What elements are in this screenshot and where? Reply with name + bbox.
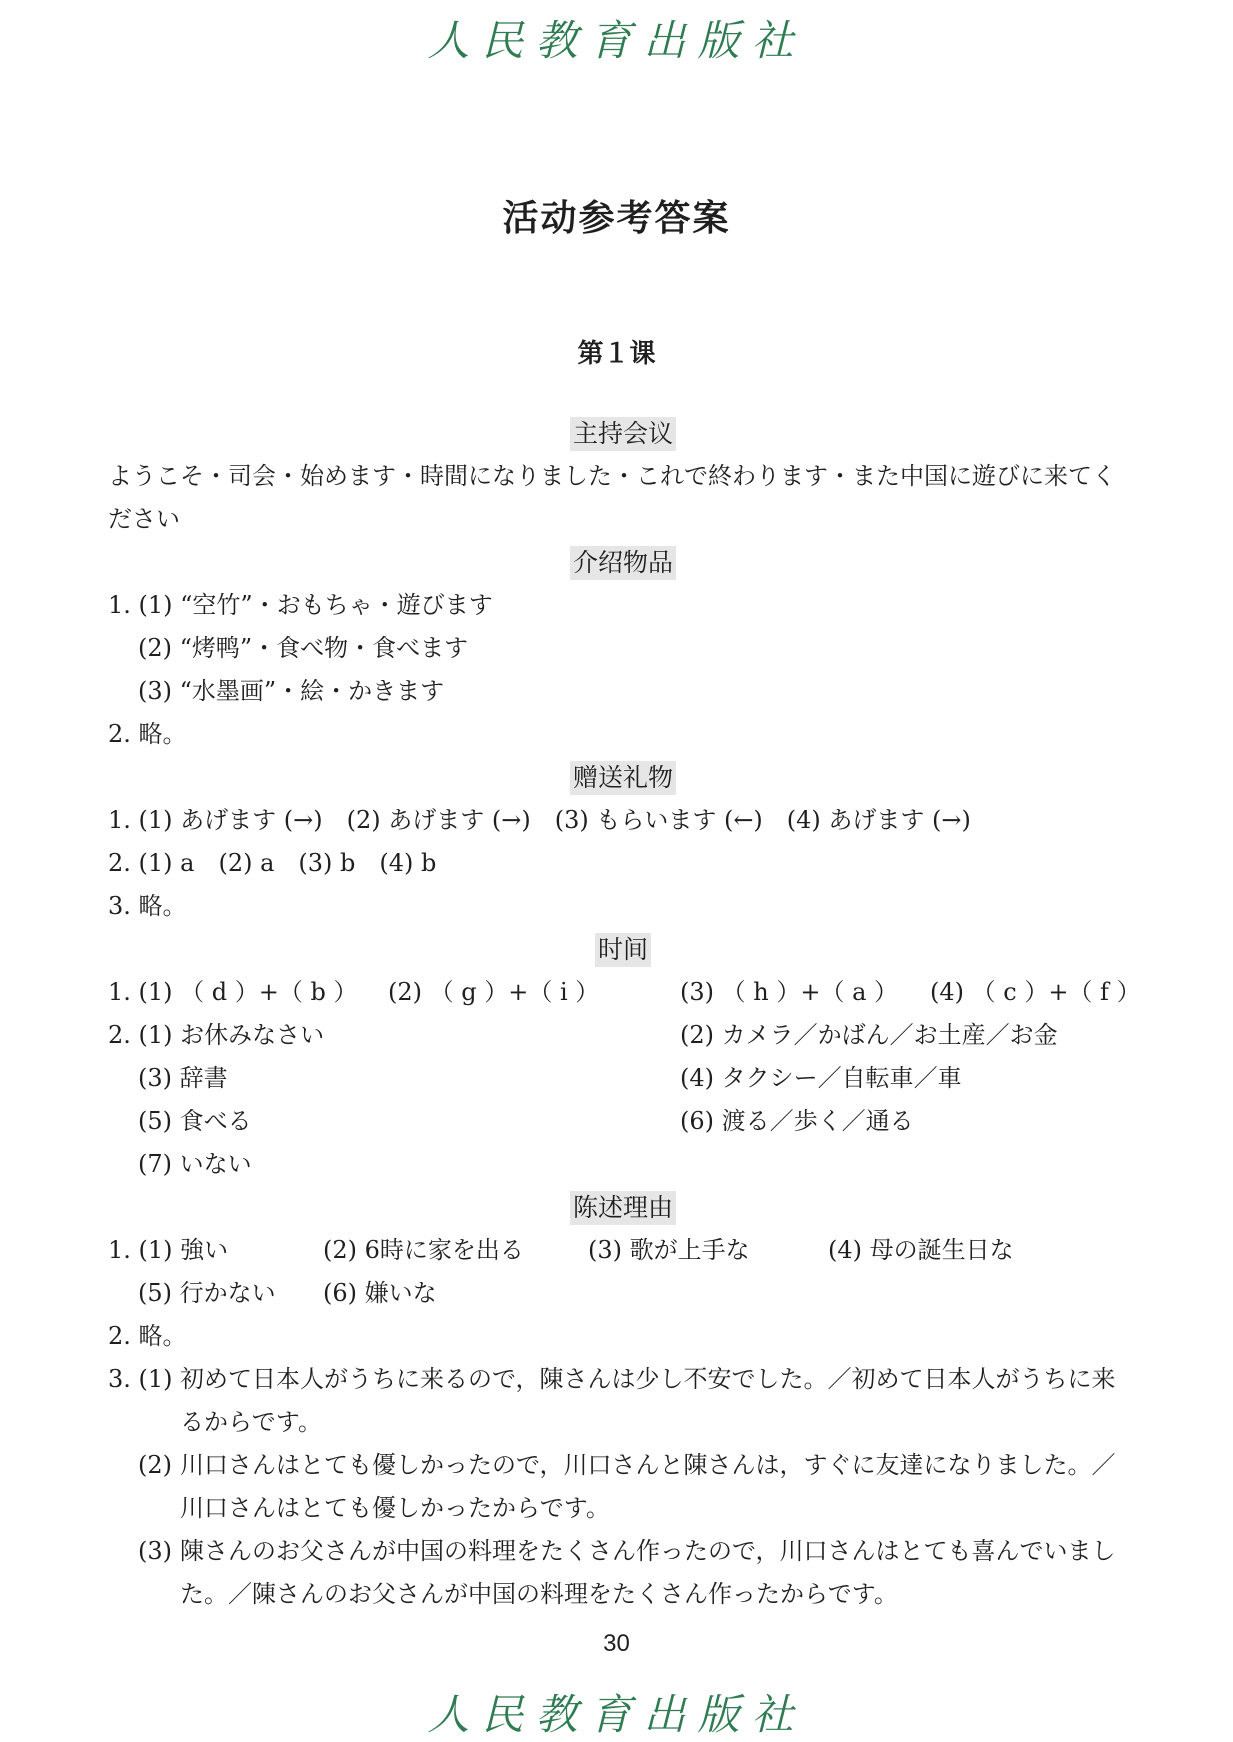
answer-cell: (4) （ c ）+（ f ） xyxy=(930,978,1141,1006)
item-text: 初めて日本人がうちに来るので，陳さんは少し不安でした。／初めて日本人がうちに来るからです。 xyxy=(180,1365,1116,1436)
answer-cell: (3) （ h ）+（ a ） xyxy=(680,978,899,1006)
answer-cell: (2) （ g ）+（ i ） xyxy=(388,978,600,1006)
page-number: 30 xyxy=(603,1630,630,1657)
answer-cell: (2) カメラ／かばん／お土産／お金 xyxy=(680,1021,1058,1049)
answer-line xyxy=(108,1143,1138,1186)
answer-cell: 2. (1) お休みなさい xyxy=(108,1021,325,1049)
section-heading-meeting: 主持会议 xyxy=(108,412,1138,455)
item-text: 川口さんはとても優しかったので，川口さんと陳さんは，すぐに友達になりました。／川口さんはとても優しかったからです。 xyxy=(180,1451,1116,1522)
lesson-title: 第１课 xyxy=(577,339,656,369)
answer-cell: (5) 食べる xyxy=(138,1107,252,1135)
answer-line: 2. 略。 xyxy=(108,720,187,748)
answer-paragraph xyxy=(108,1530,1138,1616)
answer-cell: (2) 6時に家を出る xyxy=(323,1236,524,1264)
publisher-logo-bottom: 人民教育出版社 xyxy=(427,1690,806,1739)
item-text: 陳さんのお父さんが中国の料理をたくさん作ったので，川口さんはとても喜んでいました。／陳さんのお父さんが中国の料理をたくさん作ったからです。 xyxy=(180,1537,1116,1608)
answer-line: 1. (1) あげます (→) (2) あげます (→) (3) もらいます (←) (4) あげます (→) xyxy=(108,806,971,834)
answer-line xyxy=(108,1057,1138,1100)
answer-paragraph xyxy=(108,1444,1138,1530)
item-number: 3. (1) xyxy=(108,1365,173,1393)
answer-cell: (4) タクシー／自転車／車 xyxy=(680,1064,962,1092)
answer-line xyxy=(108,1014,1138,1057)
answer-cell: (4) 母の誕生日な xyxy=(828,1236,1014,1264)
answer-cell: (6) 渡る／歩く／通る xyxy=(680,1107,914,1135)
page-title: 活动参考答案 xyxy=(502,198,731,239)
answer-cell: 1. (1) 強い xyxy=(108,1236,229,1264)
meeting-answer: ようこそ・司会・始めます・時間になりました・これで終わります・また中国に遊びに来てください xyxy=(108,462,1116,533)
answer-line: (3) “水墨画”・絵・かきます xyxy=(138,677,445,705)
answer-cell: (3) 辞書 xyxy=(138,1064,228,1092)
item-number: (2) xyxy=(138,1451,172,1479)
answer-line xyxy=(108,1100,1138,1143)
item-number: (3) xyxy=(138,1537,172,1565)
answer-paragraph xyxy=(108,1358,1138,1444)
section-heading-items: 介绍物品 xyxy=(108,541,1138,584)
answer-cell: (7) いない xyxy=(138,1150,252,1178)
section-heading-gifts: 赠送礼物 xyxy=(108,756,1138,799)
answer-cell: 1. (1) （ d ）+（ b ） xyxy=(108,978,358,1006)
answer-cell: (3) 歌が上手な xyxy=(588,1236,750,1264)
answer-line xyxy=(108,971,1141,1014)
section-heading-time: 时间 xyxy=(108,928,1138,971)
answer-line: (2) “烤鸭”・食べ物・食べます xyxy=(138,634,469,662)
answer-cell: (5) 行かない xyxy=(138,1279,276,1307)
answer-line: 3. 略。 xyxy=(108,892,187,920)
publisher-logo-top: 人民教育出版社 xyxy=(427,16,806,65)
answer-line: 2. 略。 xyxy=(108,1322,187,1350)
answer-content xyxy=(108,412,1141,1616)
answer-line: 2. (1) a (2) a (3) b (4) b xyxy=(108,849,437,877)
answer-line xyxy=(108,1229,1138,1272)
answer-line: 1. (1) “空竹”・おもちゃ・遊びます xyxy=(108,591,493,619)
section-heading-reasons: 陈述理由 xyxy=(108,1186,1138,1229)
answer-line xyxy=(108,1272,1138,1315)
answer-cell: (6) 嫌いな xyxy=(323,1279,437,1307)
